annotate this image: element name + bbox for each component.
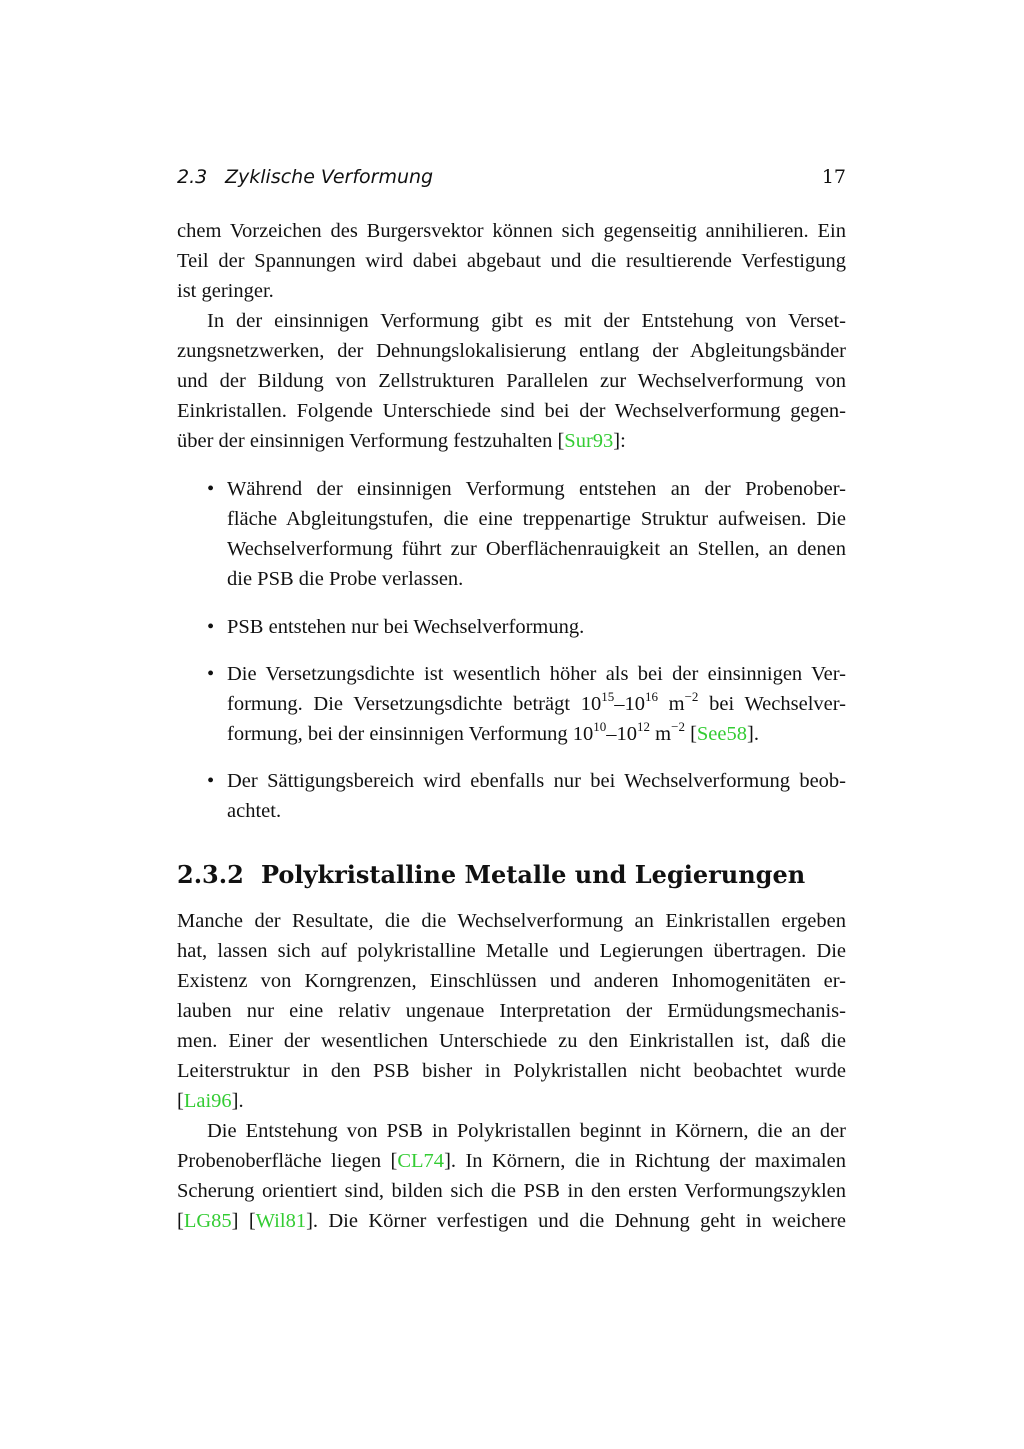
text-line: fläche Abgleitungstufen, die eine treppenartige Struktur aufweisen. Die xyxy=(227,508,846,530)
text-line: Existenz von Korngrenzen, Einschlüssen und anderen Inhomogenitäten er- xyxy=(177,970,846,992)
text-fragment: –10 xyxy=(606,723,638,745)
text-fragment: formung. Die Versetzungsdichte beträgt 10 xyxy=(227,693,602,715)
text-fragment: ]. xyxy=(231,1090,244,1112)
text-line: Die Entstehung von PSB in Polykristallen beginnt in Körnern, die an der xyxy=(207,1120,846,1142)
text-line: Manche der Resultate, die die Wechselverformung an Einkristallen ergeben xyxy=(177,910,846,932)
running-header xyxy=(177,166,846,192)
text-line: Der Sättigungsbereich wird ebenfalls nur bei Wechselverformung beob- xyxy=(227,770,846,792)
superscript: −2 xyxy=(684,689,699,705)
text-line: Teil der Spannungen wird dabei abgebaut und die resultierende Verfestigung xyxy=(177,250,846,272)
text-fragment: Probenoberfläche liegen [ xyxy=(177,1150,398,1172)
subsection-number: 2.3.2 xyxy=(177,860,244,889)
bullet-icon: • xyxy=(207,616,215,638)
text-fragment: –10 xyxy=(614,693,645,715)
text-line: Die Versetzungsdichte ist wesentlich höher als bei der einsinnigen Ver- xyxy=(227,663,846,685)
list-item xyxy=(207,612,846,642)
superscript: 15 xyxy=(601,689,615,705)
text-line xyxy=(177,1086,846,1116)
text-line: Scherung orientiert sind, bilden sich die PSB in den ersten Verformungszyklen xyxy=(177,1180,846,1202)
bullet-icon: • xyxy=(207,478,215,500)
text-fragment: ]. xyxy=(747,723,759,745)
text-fragment: ]. In Körnern, die in Richtung der maximalen xyxy=(444,1150,846,1172)
text-fragment: ] [ xyxy=(231,1210,256,1232)
text-line: men. Einer der wesentlichen Unterschiede zu den Einkristallen ist, daß die xyxy=(177,1030,846,1052)
text-line: hat, lassen sich auf polykristalline Metalle und Legierungen übertragen. Die xyxy=(177,940,846,962)
text-fragment: [ xyxy=(177,1210,184,1232)
paragraph-4 xyxy=(177,1116,846,1236)
list-item xyxy=(207,659,846,749)
text-fragment: m xyxy=(657,693,685,715)
text-line xyxy=(227,689,846,719)
subsection-title: Polykristalline Metalle und Legierungen xyxy=(261,860,806,889)
text-line: achtet. xyxy=(227,800,282,822)
paragraph-1 xyxy=(177,216,846,306)
text-fragment: m xyxy=(650,723,672,745)
header-section-number: 2.3 xyxy=(177,166,208,188)
text-line: und der Bildung von Zellstrukturen Parallelen zur Wechselverformung von xyxy=(177,370,846,392)
text-line xyxy=(177,1206,846,1236)
superscript: 12 xyxy=(637,719,651,735)
bullet-icon: • xyxy=(207,663,215,685)
text-line: zungsnetzwerken, der Dehnungslokalisierung entlang der Abgleitungsbänder xyxy=(177,340,846,362)
header-section-title: Zyklische Verformung xyxy=(225,166,434,188)
text-fragment: formung, bei der einsinnigen Verformung 10 xyxy=(227,723,594,745)
text-line: ist geringer. xyxy=(177,280,274,302)
citation-link[interactable]: See58 xyxy=(696,723,748,745)
text-fragment: [ xyxy=(684,723,697,745)
text-fragment: ]. Die Körner verfestigen und die Dehnung geht in weichere xyxy=(306,1210,846,1232)
text-line: PSB entstehen nur bei Wechselverformung. xyxy=(227,616,585,638)
text-line: Wechselverformung führt zur Oberflächenrauigkeit an Stellen, an denen xyxy=(227,538,846,560)
text-fragment: bei Wechselver- xyxy=(698,693,846,715)
text-fragment: über der einsinnigen Verformung festzuhalten [ xyxy=(177,430,565,452)
text-line: Einkristallen. Folgende Unterschiede sind bei der Wechselverformung gegen- xyxy=(177,400,846,422)
text-fragment: ]: xyxy=(613,430,626,452)
text-line: In der einsinnigen Verformung gibt es mit der Entstehung von Verset- xyxy=(207,310,846,332)
text-line xyxy=(177,1146,846,1176)
citation-link[interactable]: Lai96 xyxy=(183,1090,232,1112)
text-fragment: [ xyxy=(177,1090,184,1112)
citation-link[interactable]: Wil81 xyxy=(255,1210,307,1232)
text-line: chem Vorzeichen des Burgersvektor können sich gegenseitig annihilieren. Ein xyxy=(177,220,846,242)
superscript: −2 xyxy=(671,719,685,735)
paragraph-3 xyxy=(177,906,846,1116)
paragraph-2 xyxy=(177,306,846,456)
text-line: lauben nur eine relativ ungenaue Interpretation der Ermüdungsmechanis- xyxy=(177,1000,846,1022)
text-line: Während der einsinnigen Verformung entstehen an der Probenober- xyxy=(227,478,846,500)
superscript: 16 xyxy=(644,689,658,705)
text-line: Leiterstruktur in den PSB bisher in Polykristallen nicht beobachtet wurde xyxy=(177,1060,846,1082)
text-line xyxy=(227,719,846,749)
superscript: 10 xyxy=(593,719,607,735)
citation-link[interactable]: LG85 xyxy=(183,1210,232,1232)
text-line xyxy=(177,426,846,456)
list-item xyxy=(207,474,846,594)
citation-link[interactable]: CL74 xyxy=(397,1150,445,1172)
bullet-icon: • xyxy=(207,770,215,792)
list-item xyxy=(207,766,846,826)
text-line: die PSB die Probe verlassen. xyxy=(227,568,464,590)
citation-link[interactable]: Sur93 xyxy=(564,430,614,452)
page-number: 17 xyxy=(821,166,846,188)
